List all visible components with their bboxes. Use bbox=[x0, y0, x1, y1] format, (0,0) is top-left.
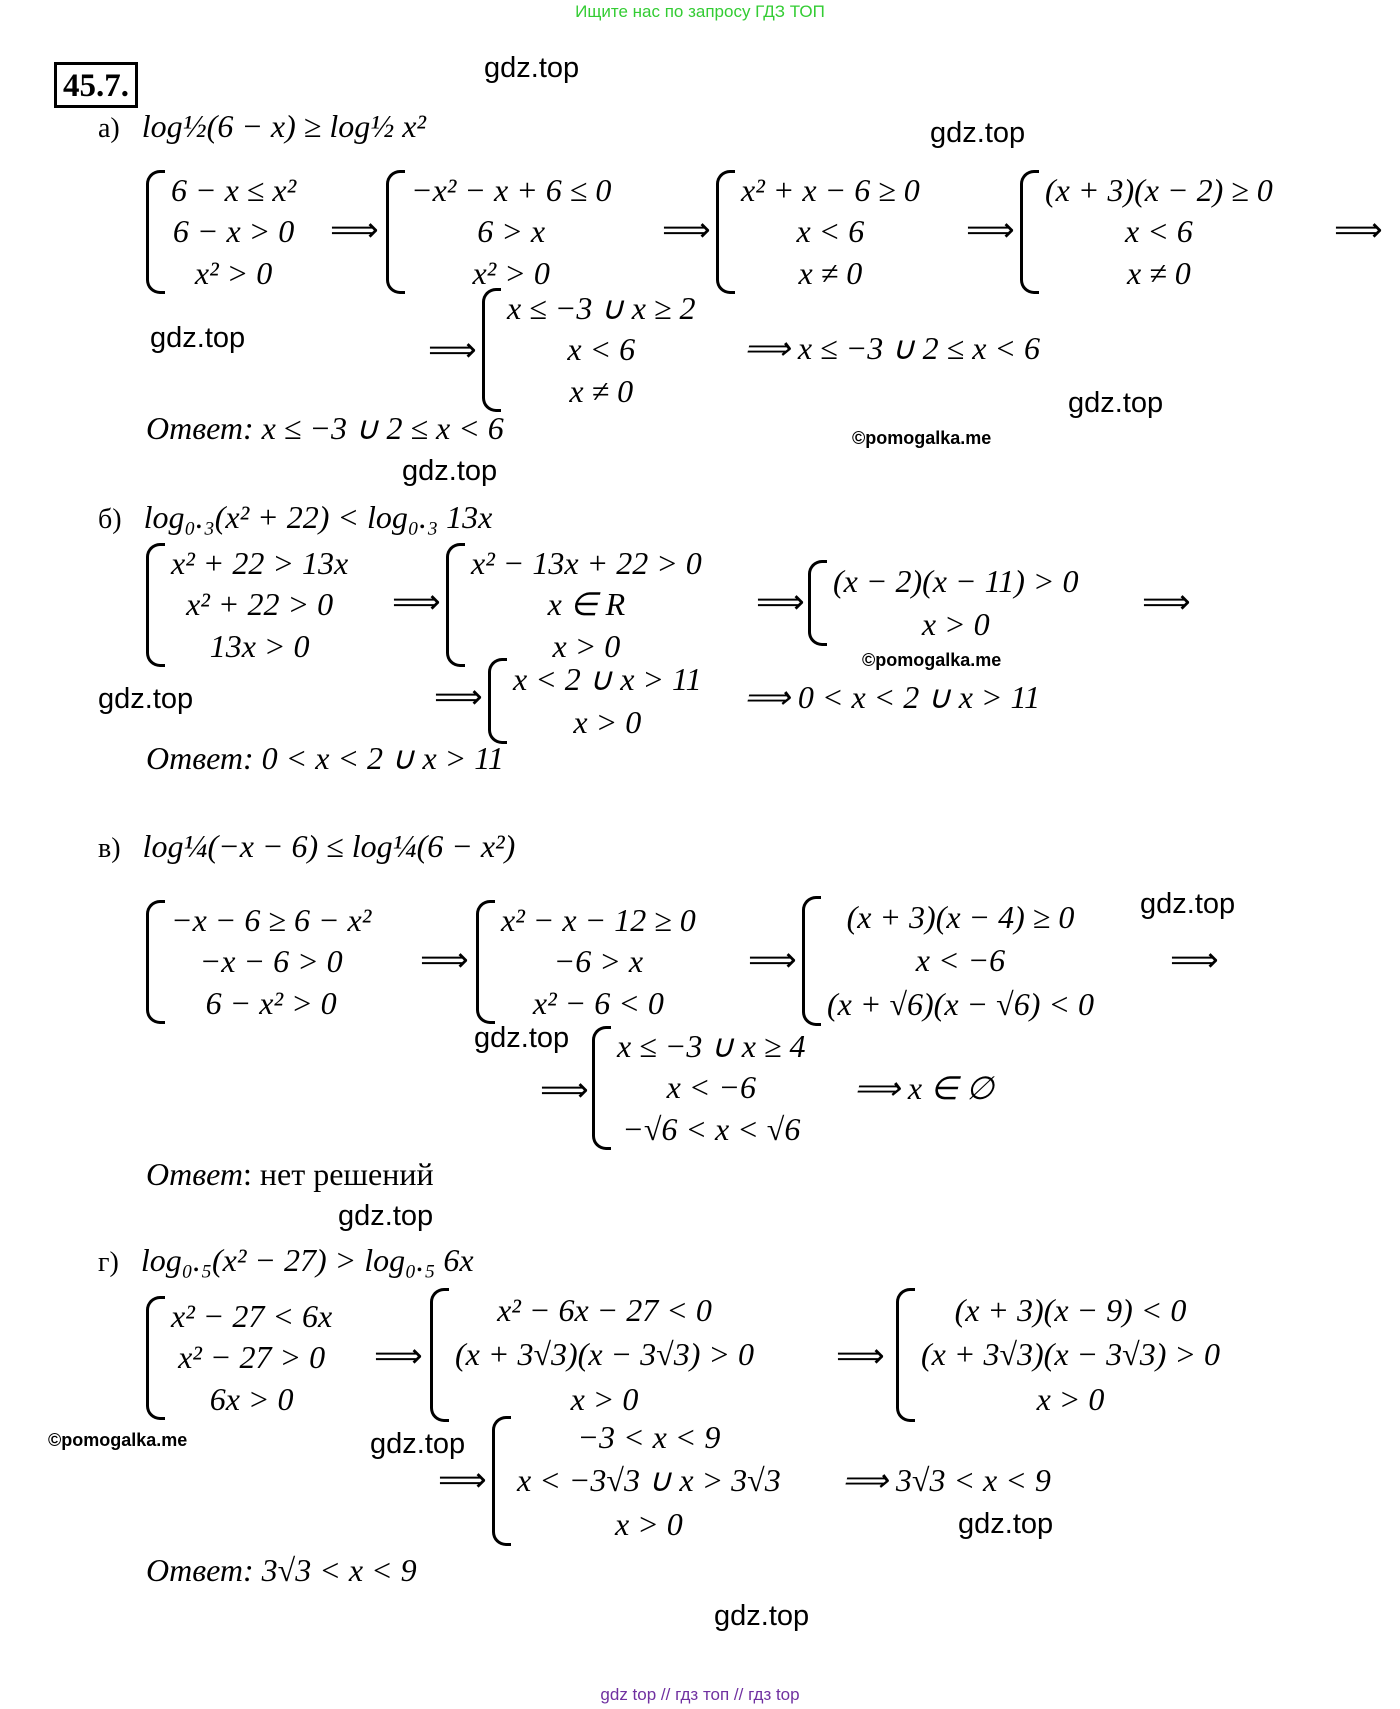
watermark-gdz: gdz.top bbox=[402, 455, 498, 487]
system: −x² − x + 6 ≤ 0 6 > x x² > 0 bbox=[386, 170, 611, 294]
brace bbox=[1020, 170, 1039, 294]
system: x² + x − 6 ≥ 0 x < 6 x ≠ 0 bbox=[716, 170, 920, 294]
brace bbox=[488, 658, 507, 744]
result: ⟹ x ∈ ∅ bbox=[854, 1070, 994, 1106]
brace bbox=[716, 170, 735, 294]
implies-arrow: ⟹ bbox=[662, 212, 711, 249]
watermark-gdz: gdz.top bbox=[370, 1428, 466, 1460]
watermark-gdz: gdz.top bbox=[98, 683, 194, 715]
part-label: в) bbox=[98, 833, 121, 864]
part-a-heading bbox=[98, 106, 426, 149]
implies-arrow: ⟹ bbox=[420, 942, 469, 979]
system: (x + 3)(x − 2) ≥ 0 x < 6 x ≠ 0 bbox=[1020, 170, 1273, 294]
watermark-gdz: gdz.top bbox=[714, 1600, 810, 1632]
brace bbox=[592, 1026, 611, 1150]
part-label: г) bbox=[98, 1247, 119, 1278]
system: (x + 3)(x − 4) ≥ 0 x < −6 (x + √6)(x − √6) < 0 bbox=[802, 896, 1094, 1026]
part-label: б) bbox=[98, 504, 122, 535]
system: −3 < x < 9 x < −3√3 ∪ x > 3√3 x > 0 bbox=[492, 1416, 781, 1546]
result: ⟹ x ≤ −3 ∪ 2 ≤ x < 6 bbox=[744, 330, 1041, 366]
implies-arrow: ⟹ bbox=[434, 679, 483, 716]
system: x ≤ −3 ∪ x ≥ 4 x < −6 −√6 < x < √6 bbox=[592, 1026, 806, 1150]
task-expression: log½(6 − x) ≥ log½ x² bbox=[141, 108, 427, 144]
implies-arrow: ⟹ bbox=[966, 212, 1015, 249]
implies-arrow: ⟹ bbox=[330, 212, 379, 249]
brace bbox=[492, 1416, 511, 1546]
system: −x − 6 ≥ 6 − x² −x − 6 > 0 6 − x² > 0 bbox=[146, 900, 371, 1024]
footer-links[interactable]: gdz top // гдз топ // гдз top bbox=[600, 1685, 800, 1704]
brace bbox=[146, 900, 165, 1024]
system: 6 − x ≤ x² 6 − x > 0 x² > 0 bbox=[146, 170, 296, 294]
brace bbox=[146, 543, 165, 667]
watermark-gdz: gdz.top bbox=[484, 52, 580, 84]
implies-arrow: ⟹ bbox=[438, 1462, 487, 1499]
brace bbox=[808, 560, 827, 646]
problem-number: 45.7. bbox=[54, 62, 138, 108]
implies-arrow: ⟹ bbox=[540, 1072, 589, 1109]
answer: Ответ: нет решений bbox=[146, 1156, 434, 1192]
part-label: а) bbox=[98, 113, 120, 144]
brace bbox=[386, 170, 405, 294]
watermark-gdz: gdz.top bbox=[474, 1022, 570, 1054]
answer-label: Ответ bbox=[146, 1552, 243, 1588]
watermark-pomogalka: ©pomogalka.me bbox=[48, 1430, 188, 1450]
implies-arrow: ⟹ bbox=[1142, 584, 1191, 621]
part-g-heading bbox=[98, 1240, 474, 1283]
top-banner[interactable]: Ищите нас по запросу ГДЗ ТОП bbox=[575, 2, 825, 21]
system: x² − 6x − 27 < 0 (x + 3√3)(x − 3√3) > 0 x > 0 bbox=[430, 1288, 754, 1422]
watermark-gdz: gdz.top bbox=[1140, 888, 1236, 920]
task-expression: log¼(−x − 6) ≤ log¼(6 − x²) bbox=[142, 828, 516, 864]
system: x² − 13x + 22 > 0 x ∈ R x > 0 bbox=[446, 543, 702, 667]
result: ⟹ 3√3 < x < 9 bbox=[842, 1462, 1051, 1498]
brace bbox=[482, 288, 501, 412]
implies-arrow: ⟹ bbox=[1170, 942, 1219, 979]
answer-label: Ответ bbox=[146, 1156, 243, 1192]
watermark-pomogalka: ©pomogalka.me bbox=[852, 428, 992, 448]
answer: Ответ: x ≤ −3 ∪ 2 ≤ x < 6 bbox=[146, 410, 504, 446]
system: x² + 22 > 13x x² + 22 > 0 13x > 0 bbox=[146, 543, 348, 667]
answer: Ответ: 0 < x < 2 ∪ x > 11 bbox=[146, 740, 504, 776]
system: x < 2 ∪ x > 11 x > 0 bbox=[488, 658, 702, 744]
part-v-heading bbox=[98, 826, 515, 869]
watermark-gdz: gdz.top bbox=[1068, 387, 1164, 419]
result: ⟹ 0 < x < 2 ∪ x > 11 bbox=[744, 679, 1041, 715]
answer-label: Ответ bbox=[146, 740, 243, 776]
watermark-gdz: gdz.top bbox=[930, 117, 1026, 149]
task-expression: log₀.₃(x² + 22) < log₀.₃ 13x bbox=[143, 499, 493, 535]
brace bbox=[446, 543, 465, 667]
task-expression: log₀.₅(x² − 27) > log₀.₅ 6x bbox=[140, 1242, 474, 1278]
system: (x − 2)(x − 11) > 0 x > 0 bbox=[808, 560, 1078, 646]
answer-label: Ответ bbox=[146, 410, 243, 446]
brace bbox=[476, 900, 495, 1024]
brace bbox=[896, 1288, 915, 1422]
implies-arrow: ⟹ bbox=[756, 584, 805, 621]
brace bbox=[802, 896, 821, 1026]
implies-arrow: ⟹ bbox=[836, 1338, 885, 1375]
system: x² − 27 < 6x x² − 27 > 0 6x > 0 bbox=[146, 1296, 332, 1420]
brace bbox=[430, 1288, 449, 1422]
system: x ≤ −3 ∪ x ≥ 2 x < 6 x ≠ 0 bbox=[482, 288, 696, 412]
brace bbox=[146, 1296, 165, 1420]
watermark-pomogalka: ©pomogalka.me bbox=[862, 650, 1002, 670]
implies-arrow: ⟹ bbox=[748, 942, 797, 979]
watermark-gdz: gdz.top bbox=[338, 1200, 434, 1232]
watermark-gdz: gdz.top bbox=[150, 322, 246, 354]
implies-arrow: ⟹ bbox=[428, 332, 477, 369]
implies-arrow: ⟹ bbox=[392, 584, 441, 621]
brace bbox=[146, 170, 165, 294]
implies-arrow: ⟹ bbox=[374, 1338, 423, 1375]
watermark-gdz: gdz.top bbox=[958, 1508, 1054, 1540]
answer: Ответ: 3√3 < x < 9 bbox=[146, 1552, 417, 1588]
system: (x + 3)(x − 9) < 0 (x + 3√3)(x − 3√3) > 0 x > 0 bbox=[896, 1288, 1220, 1422]
part-b-heading bbox=[98, 497, 492, 540]
system: x² − x − 12 ≥ 0 −6 > x x² − 6 < 0 bbox=[476, 900, 696, 1024]
implies-arrow: ⟹ bbox=[1334, 212, 1383, 249]
